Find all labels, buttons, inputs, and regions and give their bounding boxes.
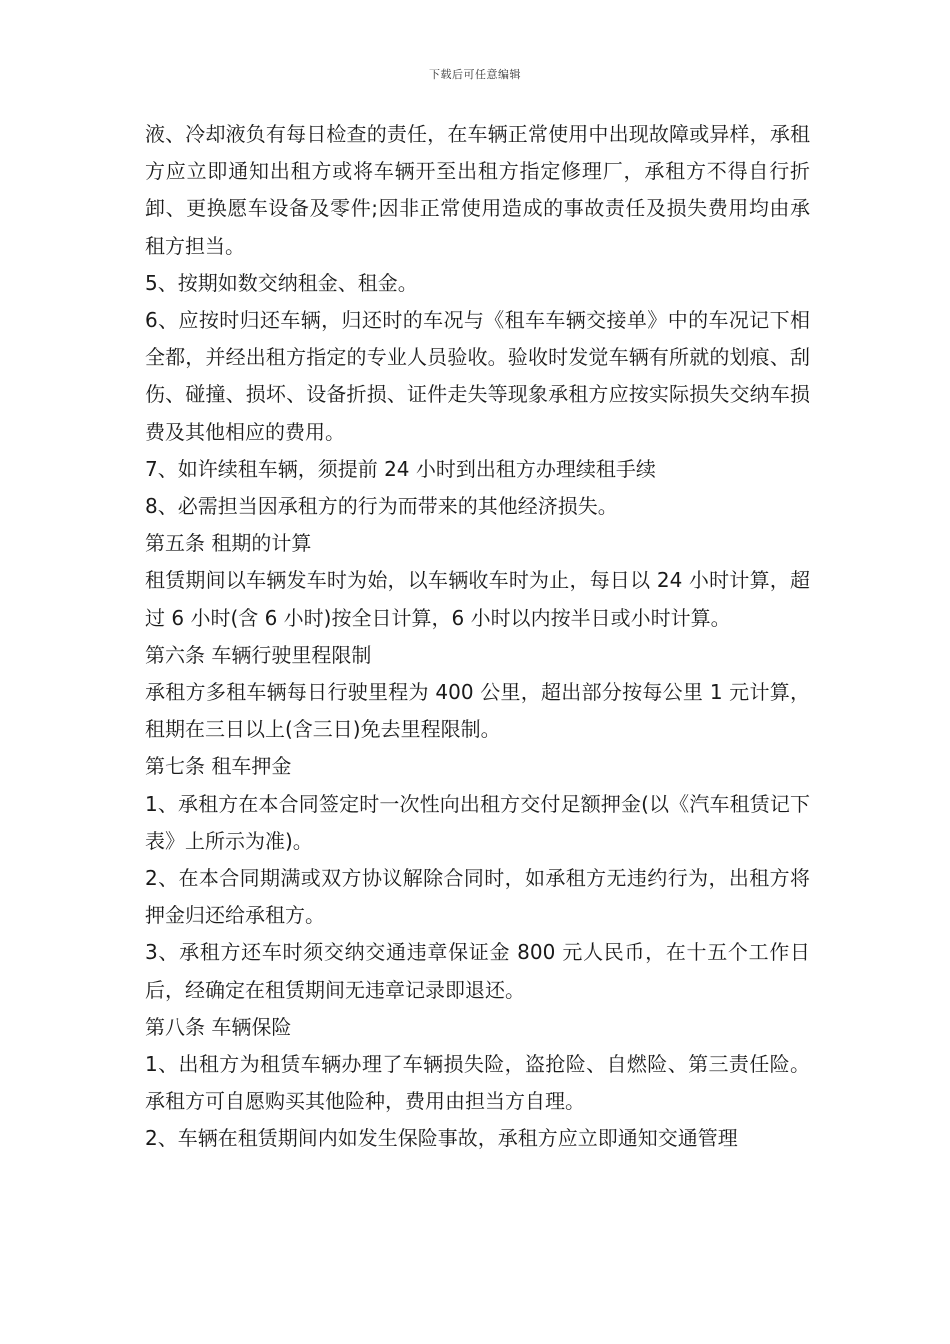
paragraph: 1、承租方在本合同签定时一次性向出租方交付足额押金(以《汽车租赁记下表》上所示为准)。 [145, 791, 810, 853]
section-heading: 第七条 租车押金 [145, 754, 292, 779]
paragraph: 5、按期如数交纳租金、租金。 [145, 270, 418, 295]
page-header: 下载后可任意编辑 [429, 68, 521, 81]
section-heading: 第六条 车辆行驶里程限制 [145, 642, 372, 667]
paragraph: 1、出租方为租赁车辆办理了车辆损失险，盗抢险、自燃险、第三责任险。承租方可自愿购买其他险种，费用由担当方自理。 [145, 1052, 810, 1114]
paragraph: 租赁期间以车辆发车时为始，以车辆收车时为止，每日以 24 小时计算，超过 6 小时(含 6 小时)按全日计算，6 小时以内按半日或小时计算。 [145, 568, 810, 630]
paragraph: 8、必需担当因承租方的行为而带来的其他经济损失。 [145, 494, 618, 519]
paragraph: 承租方多租车辆每日行驶里程为 400 公里，超出部分按每公里 1 元计算，租期在三日以上(含三日)免去里程限制。 [145, 680, 810, 742]
section-heading: 第五条 租期的计算 [145, 531, 312, 556]
paragraph: 液、冷却液负有每日检查的责任，在车辆正常使用中出现故障或异样，承租方应立即通知出租方或将车辆开至出租方指定修理厂，承租方不得自行折卸、更换愿车设备及零件;因非正常使用造成的事故责任及损失费用均由承租方担当。 [145, 122, 810, 258]
document-body [145, 116, 810, 1158]
section-heading: 第八条 车辆保险 [145, 1014, 292, 1039]
paragraph: 2、车辆在租赁期间内如发生保险事故，承租方应立即通知交通管理 [145, 1126, 738, 1151]
paragraph: 6、应按时归还车辆，归还时的车况与《租车车辆交接单》中的车况记下相全都，并经出租方指定的专业人员验收。验收时发觉车辆有所就的划痕、刮伤、碰撞、损坏、设备折损、证件走失等现象承租方应按实际损失交纳车损费及其他相应的费用。 [145, 308, 810, 444]
paragraph: 2、在本合同期满或双方协议解除合同时，如承租方无违约行为，出租方将押金归还给承租方。 [145, 866, 810, 928]
paragraph: 7、如许续租车辆，须提前 24 小时到出租方办理续租手续 [145, 456, 656, 481]
paragraph: 3、承租方还车时须交纳交通违章保证金 800 元人民币，在十五个工作日后，经确定在租赁期间无违章记录即退还。 [145, 940, 810, 1002]
